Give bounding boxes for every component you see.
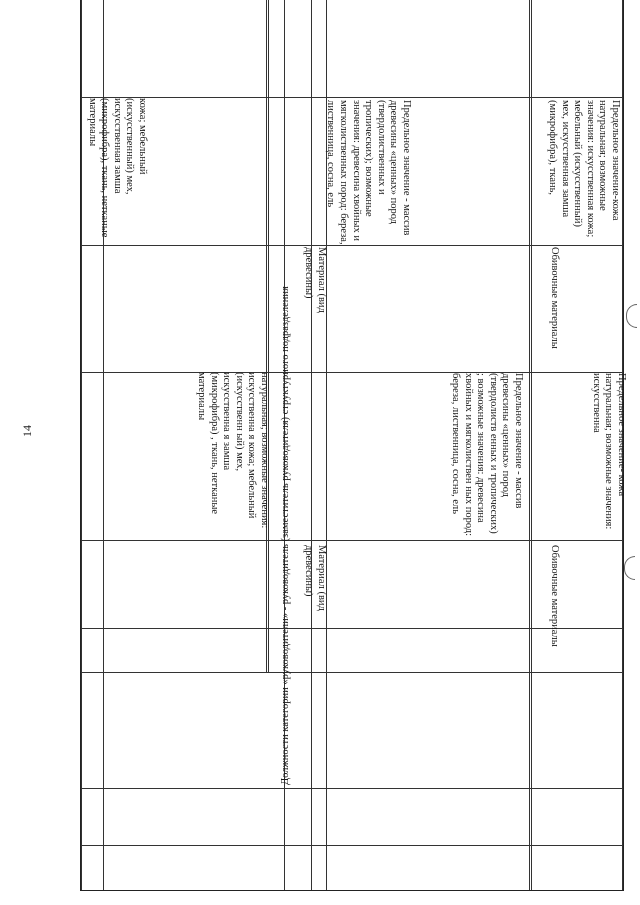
row-divider [81,672,622,673]
column-divider [81,0,82,890]
scan-mark-bottom [624,556,635,580]
row-divider [81,245,622,246]
row-divider [81,845,622,846]
column-divider [311,0,312,890]
upper-col6-values: кожа; мебельный (искусственный) мех, искусственная замша (микрофибра), ткань, нетканые материалы [86,98,148,238]
section-title: Должности категории «руководители» - руководитель (заместитель руководителя) структурного подразделения [280,286,291,785]
wood-col5-label: Материал (вид древесины) [303,247,327,313]
page-number: 14 [20,425,34,437]
column-divider [531,0,532,890]
upholstery-col2-label: Обивочные материалы [549,545,560,647]
upholstery-col6-values: Предельное значение-кожа натуральная; возможные значения: искусственная кожа; мебельный (искусственный) мех, искусственная замша (микрофибра), ткань, [547,100,621,238]
wood-col3-values: Предельное значение - массив древесины «ценных» пород (твердолиств енных и тропических) ; возможные значения: древесина хвойных и мягколиствен ных пород: береза, лиственница, сосна, ель [450,373,524,537]
upholstery-col3-values: Предельное значение- кожа натуральная; возможные значения: искусственна [590,373,627,530]
wood-col2-label: Материал (вид древесины) [303,545,327,611]
row-divider [81,628,622,629]
column-divider [266,0,267,672]
scan-mark-top [626,304,637,328]
wood-col6-values: Предельное значение - массив древесины «ценных» пород (твердолиственных и тропических); возможные значения: древесина хвойных и мягколиственных пород: береза, лиственница, сосна, ель [325,100,412,245]
row-divider [81,97,622,98]
row-divider [81,372,622,373]
upholstery-col5-label: Обивочные материалы [549,247,560,349]
upper-col4-values: натуральная; возможные значения: искусственна я кожа; мебельный (искусственн ый) мех, искусственна я замша (микрофибра) , ткань, нетканые материалы [196,372,270,529]
row-divider [81,540,622,541]
column-divider [268,0,269,672]
column-divider [529,0,530,890]
row-divider [81,788,622,789]
